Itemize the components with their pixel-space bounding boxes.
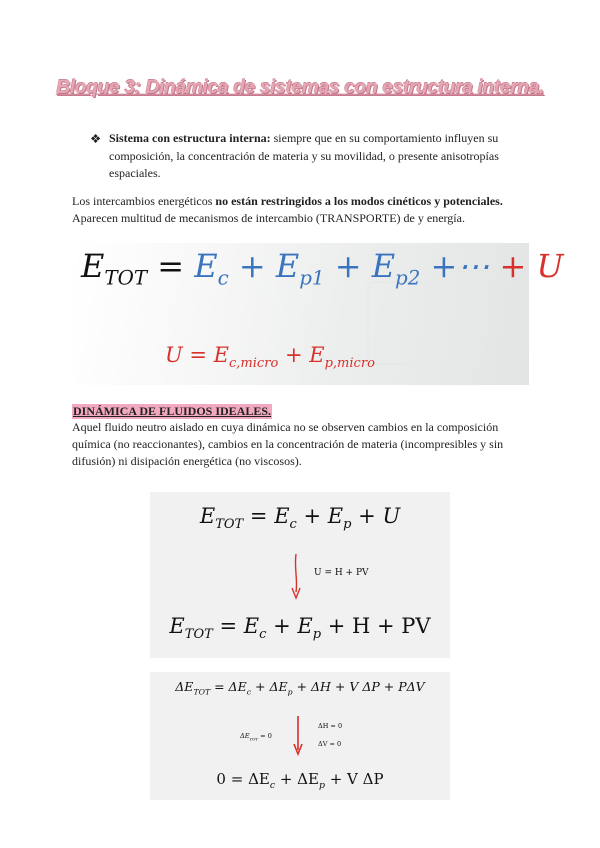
intro-paragraph (72, 193, 532, 227)
bullet-definition (109, 130, 524, 183)
bullet-body: siempre que en su comportamiento influyen su composición, la concentración de materia y su movilidad, o presente anisotropías espaciales. (109, 131, 499, 180)
section-paragraph: Aquel fluido neutro aislado en cuya dinámica no se observen cambios en la composición química (no reaccionantes), cambios en la concentración de materia (incompresibles y sin difusión) ni disipación energética (no viscosos). (72, 420, 504, 468)
box2-note: U = H + PV (314, 568, 369, 578)
box3-left-note: $\Delta E_{TOT} = 0$ (240, 732, 272, 742)
box3-right-note-2: ΔV = 0 (318, 740, 342, 748)
bullet-icon: ❖ (90, 132, 102, 146)
box3-top-equation: $\Delta E_{TOT} = \Delta E_c + \Delta E_p + \Delta H + V$ ΔP + PΔV (175, 679, 425, 697)
total-energy-equation: $E_{TOT} = E_c + E_{p1} + E_{p2}$ +⋯ + U (81, 247, 564, 290)
para-bold: no están restringidos a los modos cinéticos y potenciales. (215, 194, 503, 208)
box3-bottom-equation: $0 = \Delta E_c + \Delta E_p + V$ ΔP (216, 770, 384, 791)
down-arrow-icon (290, 554, 302, 600)
bullet-term: Sistema con estructura interna: (109, 131, 271, 145)
para-line2: Aparecen multitud de mecanismos de intercambio (TRANSPORTE) de y energía. (72, 211, 465, 225)
energy-variation-box (150, 672, 450, 800)
page-title: Bloque 3: Dinámica de sistemas con estructura interna. (56, 76, 544, 98)
para-text-a: Los intercambios energéticos (72, 194, 216, 208)
watermark-shield-icon (367, 281, 481, 365)
box2-top-equation: $E_{TOT} = E_c + E_p + U$ (199, 504, 401, 533)
box2-bottom-equation: $E_{TOT} = E_c + E_p + H$ + PV (169, 614, 431, 643)
section-heading: DINÁMICA DE FLUIDOS IDEALES. (73, 404, 272, 418)
internal-energy-equation: $U = E_{c,micro} + E_{p,micro}$ (165, 343, 375, 372)
down-arrow-icon-2 (292, 716, 304, 756)
box3-right-note-1: ΔH = 0 (318, 722, 343, 730)
energy-equation-image (73, 243, 564, 385)
ideal-fluid-energy-box (150, 492, 450, 658)
